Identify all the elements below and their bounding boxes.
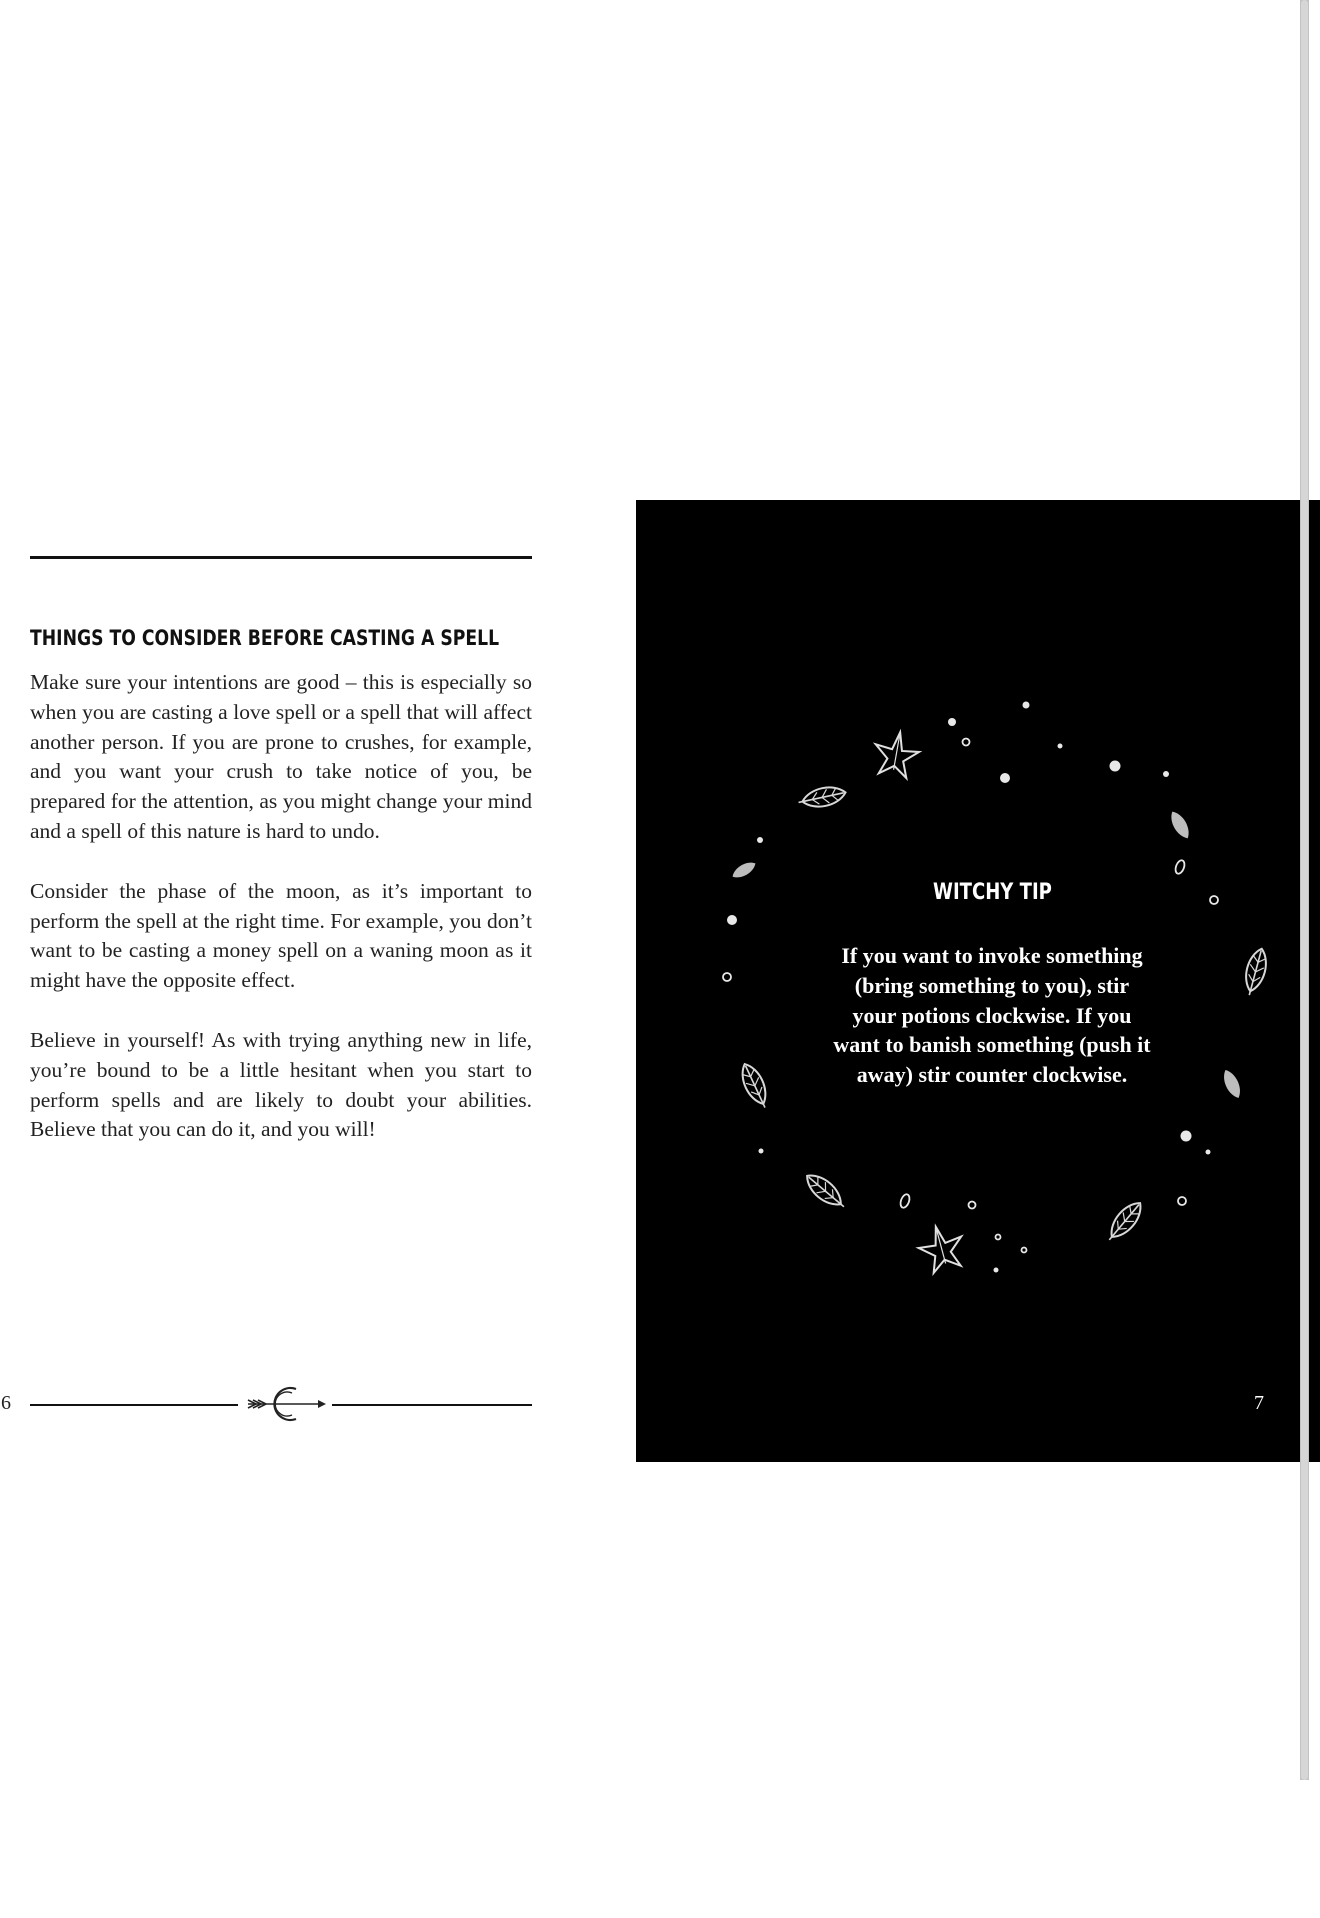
body-text: [30, 668, 532, 1175]
page-number-right: 7: [1254, 1392, 1264, 1414]
right-page-panel: [636, 500, 1320, 1462]
scrollbar-thumb[interactable]: [1301, 0, 1308, 1780]
tip-text: If you want to invoke something (bring something to you), stir your potions clockwise. If you want to banish something (push it away) stir counter clockwise.: [833, 943, 1151, 1088]
top-divider: [30, 556, 532, 559]
footer-rule-right: [332, 1404, 532, 1406]
crescent-moon-arrow-icon: [244, 1384, 326, 1424]
page-number-left: 6: [1, 1392, 11, 1414]
tip-title: WITCHY TIP: [932, 880, 1052, 905]
left-page: [0, 0, 636, 1918]
paragraph-moon-phase: Consider the phase of the moon, as it’s important to perform the spell at the right time. For example, you don’t want to be casting a money spell on a waning moon as it might have the opposite effect.: [30, 878, 532, 993]
paragraph-believe: Believe in yourself! As with trying anything new in life, you’re bound to be a little hesitant when you start to perform spells and are likely to doubt your abilities. Believe that you can do it, and you will!: [30, 1027, 532, 1142]
paragraph-intentions: Make sure your intentions are good – this is especially so when you are casting a love spell or a spell that will affect another person. If you are prone to crushes, for example, and you want your crush to take notice of you, be prepared for the attention, as you might change your mind and a spell of this nature is hard to undo.: [30, 670, 532, 843]
section-heading: THINGS TO CONSIDER BEFORE CASTING A SPELL: [30, 626, 500, 650]
footer-rule-left: [30, 1404, 238, 1406]
